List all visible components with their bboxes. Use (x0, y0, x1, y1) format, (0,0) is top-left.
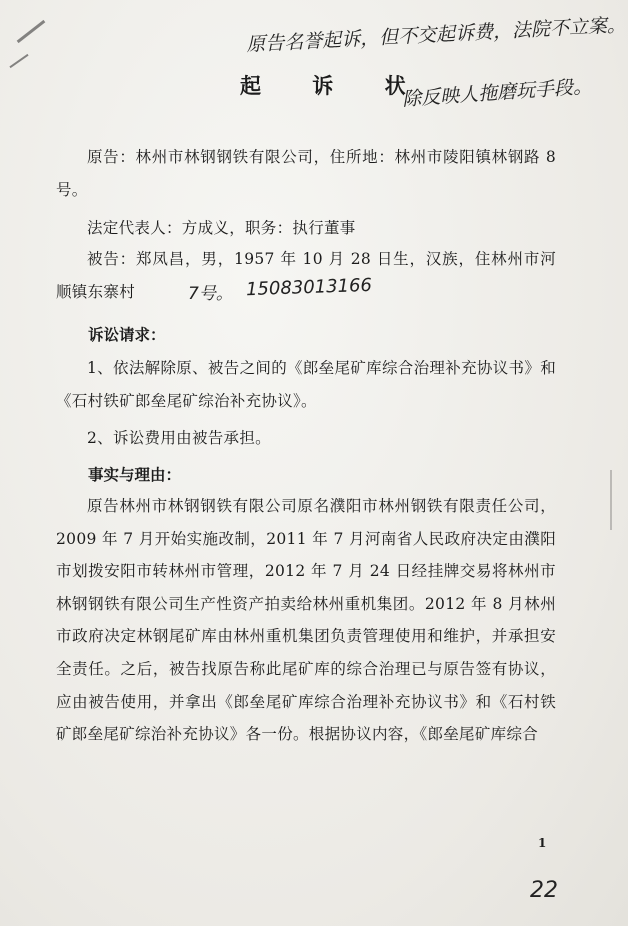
document-title: 起 诉 状 (240, 74, 428, 98)
handwritten-note-line2: 除反映人拖磨玩手段。 (401, 75, 593, 111)
defendant-paragraph: 被告：郑凤昌，男，1957 年 10 月 28 日生，汉族，住林州市河顺镇东寨村 (56, 250, 556, 301)
legal-representative: 法定代表人：方成义，职务：执行董事 (87, 219, 356, 237)
page-number: 1 (538, 836, 547, 850)
handwritten-phone-number: 15083013166 (245, 274, 373, 301)
scan-mark (17, 20, 46, 43)
plaintiff-paragraph: 原告：林州市林钢钢铁有限公司，住所地：林州市陵阳镇林钢路 8 号。 (56, 148, 556, 199)
handwritten-house-number: 7号。 (188, 284, 233, 304)
scan-mark (9, 54, 28, 68)
handwritten-note-line1: 原告名誉起诉，但不交起诉费，法院不立案。 (245, 14, 627, 56)
claims-heading: 诉讼请求： (88, 326, 166, 344)
handwritten-page-mark: 22 (530, 878, 558, 903)
claim-2: 2、诉讼费用由被告承担。 (87, 429, 271, 447)
scan-mark (610, 470, 612, 530)
facts-heading: 事实与理由： (88, 466, 182, 484)
claim-1: 1、依法解除原、被告之间的《郎垒尾矿库综合治理补充协议书》和《石村铁矿郎垒尾矿综治补充协议》。 (56, 359, 556, 410)
facts-paragraph: 原告林州市林钢钢铁有限公司原名濮阳市林州钢铁有限责任公司，2009 年 7 月开始实施改制，2011 年 7 月河南省人民政府决定由濮阳市划拨安阳市转林州市管理，2012 年 7 月 24 日经挂牌交易将林州市林钢钢铁有限公司生产性资产拍卖给林州重机集团。2012 年 8 月林州市政府决定林钢尾矿库由林州重机集团负责管理使用和维护，并承担安全责任。之后，被告找原告称此尾矿库的综合治理已与原告签有协议，应由被告使用，并拿出《郎垒尾矿库综合治理补充协议书》和《石村铁矿郎垒尾矿综治补充协议》各一份。根据协议内容，《郎垒尾矿库综合 (56, 497, 556, 744)
